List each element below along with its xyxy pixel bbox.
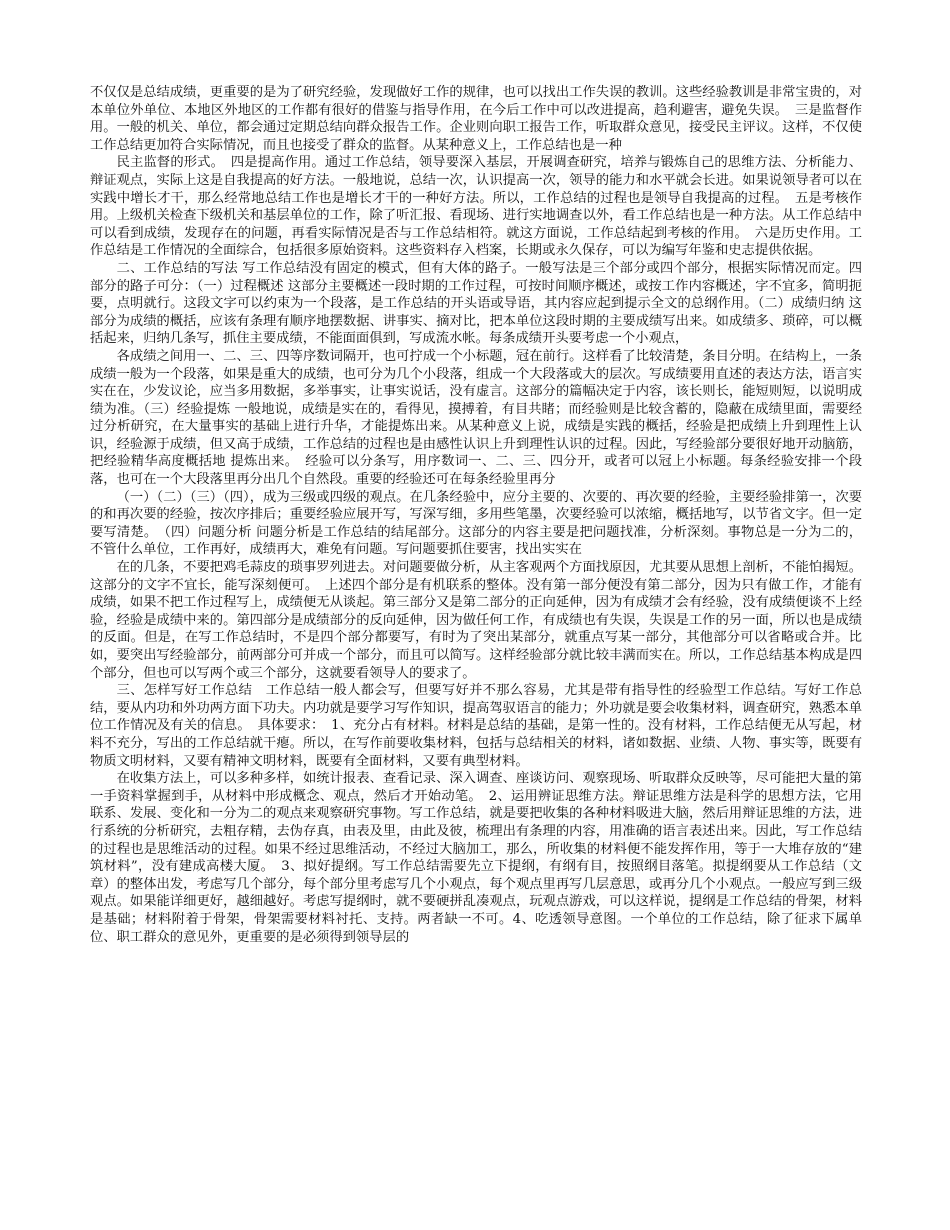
paragraph-4: 各成绩之间用一、二、三、四等序数词隔开，也可拧成一个小标题，冠在前行。这样看了比较清楚，条目分明。在结构上，一条成绩一般为一个段落，如果是重大的成绩，也可分为几个小段落，组成一个大段落或大的层次。写成绩要用直述的表达方法，语言实实在在，少发议论，应当多用数据，多举事实，让事实说话，没有虚言。这部分的篇幅决定于内容，该长则长，能短则短，以说明成绩为准。（三）经验提炼 一般地说，成绩是实在的，看得见，摸搏着，有目共睹；而经验则是比较含蓄的，隐蔽在成绩里面，需要经过分析研究，在大量事实的基础上进行升华，才能提炼出来。从某种意义上说，成绩是实践的概括，经验是把成绩上升到理性上认识，经验源于成绩，但又高于成绩，工作总结的过程也是由感性认识上升到理性认识的过程。因此，写经验部分要很好地开动脑筋，把经验精华高度概括地 提炼出来。 经验可以分条写，用序数词一、二、三、四分开，或者可以冠上小标题。每条经验安排一个段落，也可在一个大段落里再分出几个自然段。重要的经验还可在每条经验里再分 — [90, 348, 862, 488]
paragraph-1: 不仅仅是总结成绩，更重要的是为了研究经验，发现做好工作的规律，也可以找出工作失误的教训。这些经验教训是非常宝贵的，对本单位外单位、本地区外地区的工作都有很好的借鉴与指导作用，在今后工作中可以改进提高，趋利避害，避免失误。 三是监督作用。一般的机关、单位，都会通过定期总结向群众报告工作。企业则向职工报告工作，听取群众意见，接受民主评议。这样，不仅使工作总结更加符合实际情况，而且也接受了群众的监督。从某种意义上，工作总结也是一种 — [90, 85, 862, 153]
document-body — [90, 84, 862, 946]
paragraph-7: 三、怎样写好工作总结 工作总结一般人都会写，但要写好并不那么容易，尤其是带有指导性的经验型工作总结。写好工作总结，要从内功和外功两方面下功夫。内功就是要学习写作知识，提高驾驭语言的能力；外功就是要会收集材料，调查研究，熟悉本单位工作情况及有关的信息。 具体要求： 1、充分占有材料。材料是总结的基础，是第一性的。没有材料，工作总结便无从写起，材料不充分，写出的工作总结就干瘪。所以，在写作前要收集材料，包括与总结相关的材料，诸如数据、业绩、人物、事实等，既要有物质文明材料，又要有精神文明材料，既要有全面材料，又要有典型材料。 — [90, 683, 862, 769]
paragraph-5: （一）（二）（三）（四），成为三级或四级的观点。在几条经验中，应分主要的、次要的、再次要的经验，主要经验排第一，次要的和再次要的经验，按次序排后；重要经验应展开写，写深写细，多用些笔墨，次要经验可以浓缩，概括地写，以节省文字。但一定要写清楚。 （四）问题分析 问题分析是工作总结的结尾部分。这部分的内容主要是把问题找准，分析深刻。事物总是一分为二的，不管什么单位，工作再好，成绩再大，难免有问题。写问题要抓住要害，找出实实在 — [90, 489, 862, 558]
paragraph-8: 在收集方法上，可以多种多样，如统计报表、查看记录、深入调查、座谈访问、观察现场、听取群众反映等，尽可能把大量的第一手资料掌握到手，从材料中形成概念、观点，然后才开始动笔。 2、运用辨证思维方法。辩证思维方法是科学的思想方法，它用联系、发展、变化和一分为二的观点来观察研究事物。写工作总结，就是要把收集的各种材料吸进大脑，然后用辩证思维的方法，进行系统的分析研究，去粗存精，去伪存真，由表及里，由此及彼，梳理出有条理的内容，用准确的语言表述出来。因此，写工作总结的过程也是思维活动的过程。如果不经过思维活动，不经过大脑加工，那么，所收集的材料便不能发挥作用，等于一大堆存放的“建筑材料”，没有建成高楼大厦。 3、拟好提纲。写工作总结需要先立下提纲，有纲有目，按照纲目落笔。拟提纲要从工作总结（文章）的整体出发，考虑写几个部分，每个部分里考虑写几个小观点，每个观点里再写几层意思，或再分几个小观点。一般应写到三级观点。如果能详细更好，越细越好。考虑写提纲时，就不要硬拼乱凑观点，玩观点游戏，可以这样说，提纲是工作总结的骨架，材料是基础；材料附着于骨架，骨架需要材料衬托、支持。两者缺一不可。4、吃透领导意图。一个单位的工作总结，除了征求下属单位、职工群众的意见外，更重要的是必须得到领导层的 — [90, 771, 862, 945]
paragraph-3: 二、工作总结的写法 写工作总结没有固定的模式，但有大体的路子。一般写法是三个部分或四个部分，根据实际情况而定。四部分的路子可分：（一）过程概述 这部分主要概述一段时期的工作过程，可按时间顺序概述，或按工作内容概述，字不宜多，简明扼要，点明就行。这段文字可以约束为一个段落，是工作总结的开头语或导语，其内容应起到提示全文的总纲作用。（二）成绩归纳 这部分为成绩的概括，应该有条理有顺序地摆数据、讲事实、摘对比，把本单位这段时期的主要成绩写出来。如成绩多、琐碎，可以概括起来，归纳几条写，抓住主要成绩，不能面面俱到，写成流水帐。每条成绩开头要考虑一个小观点， — [90, 260, 862, 347]
paragraph-2: 民主监督的形式。 四是提高作用。通过工作总结，领导要深入基层，开展调查研究，培养与锻炼自己的思维方法、分析能力、辩证观点，实际上这是自我提高的好方法。一般地说，总结一次，认识提高一次，领导的能力和水平就会长进。如果说领导者可以在实践中增长才干，那么经常地总结工作也是增长才干的一种好方法。所以，工作总结的过程也是领导自我提高的过程。 五是考核作用。上级机关检查下级机关和基层单位的工作，除了听汇报、看现场、进行实地调查以外，看工作总结也是一种方法。从工作总结中可以看到成绩，发现存在的问题，再看实际情况是否与工作总结相符。就这方面说，工作总结起到考核的作用。 六是历史作用。工作总结是工作情况的全面综合，包括很多原始资料。这些资料存入档案，长期或永久保存，可以为编写年鉴和史志提供依据。 — [90, 155, 862, 259]
paragraph-6: 在的几条，不要把鸡毛蒜皮的琐事罗列进去。对问题要做分析，从主客观两个方面找原因，尤其要从思想上剖析，不能怕揭短。这部分的文字不宜长，能写深刻便可。 上述四个部分是有机联系的整体。没有第一部分便没有第二部分，因为只有做工作，才能有成绩，如果不把工作过程写上，成绩便无从谈起。第三部分又是第二部分的正向延伸，因为有成绩才会有经验，没有成绩便谈不上经验，经验是成绩中来的。第四部分是成绩部分的反向延伸，因为做任何工作，有成绩也有失误，失误是工作的另一面，所以也是成绩的反面。但是，在写工作总结时，不是四个部分都要写，有时为了突出某部分，就重点写某一部分，其他部分可以省略或合并。比如，要突出写经验部分，前两部分可并成一个部分，而且可以简写。这样经验部分就比较丰满而实在。所以，工作总结基本构成是四个部分，但也可以写两个或三个部分，这就要看领导人的要求了。 — [90, 560, 862, 681]
